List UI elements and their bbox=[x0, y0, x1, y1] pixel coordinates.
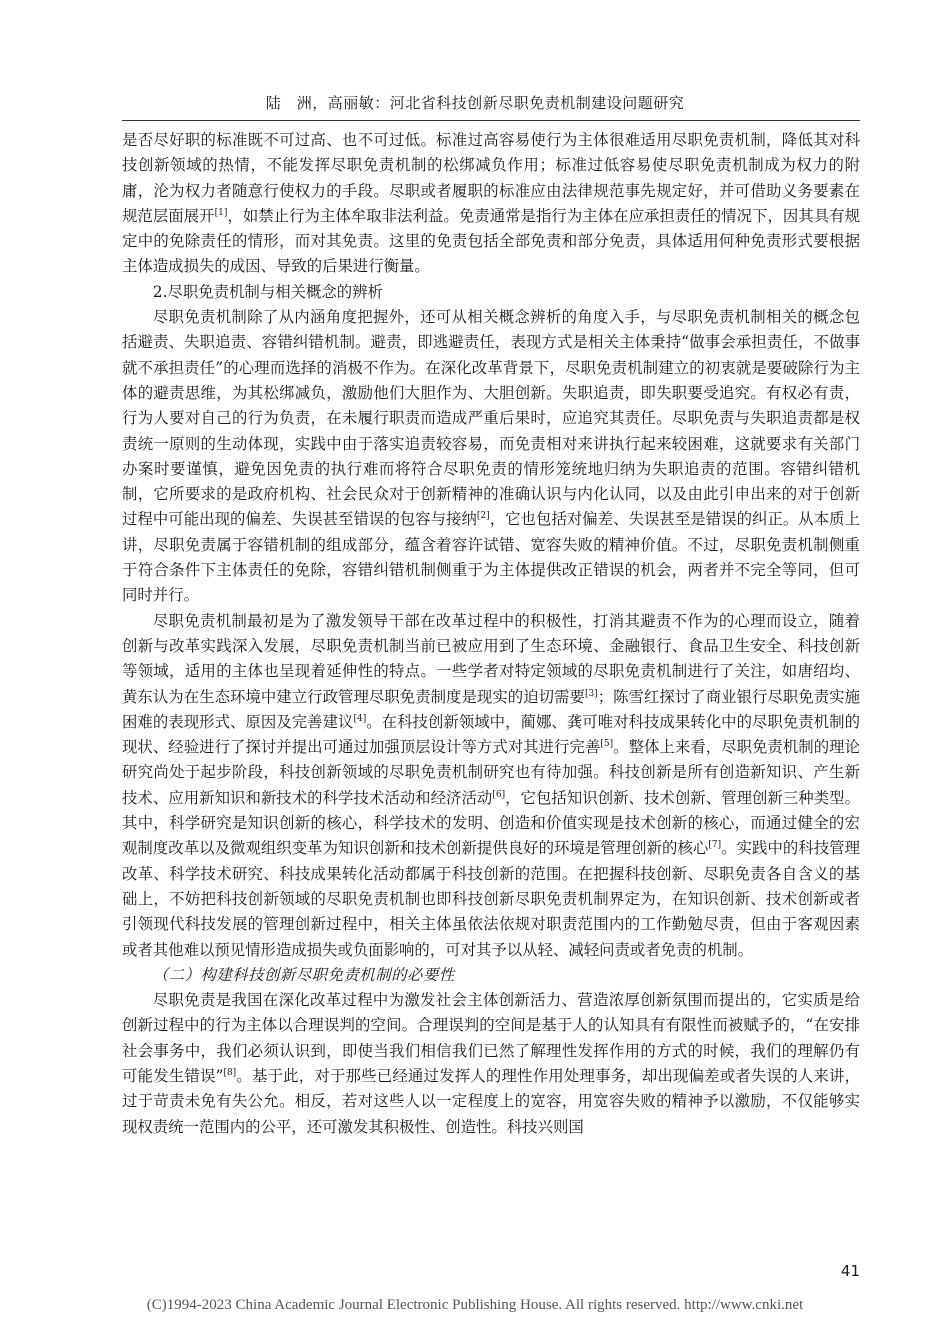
citation-ref: [1] bbox=[214, 207, 228, 218]
paragraph-1: 是否尽好职的标准既不可过高、也不可过低。标准过高容易使行为主体很难适用尽职免责机制，降低其对科技创新领域的热情，不能发挥尽职免责机制的松绑减负作用；标准过低容易使尽职免责机制成为权力的附庸，沦为权力者随意行使权力的手段。尽职或者履职的标准应由法律规范事先规定好，并可借助义务要素在规范层面展开[1]，如禁止行为主体牟取非法利益。免责通常是指行为主体在应承担责任的情况下，因其具有规定中的免除责任的情形，而对其免责。这里的免责包括全部免责和部分免责，具体适用何种免责形式要根据主体造成损失的成因、导致的后果进行衡量。 bbox=[122, 131, 860, 276]
citation-ref: [5] bbox=[600, 739, 614, 749]
header-divider bbox=[122, 120, 860, 121]
article-body bbox=[122, 128, 860, 1140]
copyright-watermark: (C)1994-2023 China Academic Journal Electronic Publishing House. All rights reserved. http://www.cnki.net bbox=[146, 1297, 804, 1313]
section-heading-2: 2.尽职免责机制与相关概念的辨析 bbox=[152, 282, 383, 301]
paragraph-2: 尽职免责机制除了从内涵角度把握外，还可从相关概念辨析的角度入手，与尽职免责机制相关的概念包括避责、失职追责、容错纠错机制。避责，即逃避责任，表现方式是相关主体秉持“做事会承担责任，不做事就不承担责任”的心理而选择的消极不作为。在深化改革背景下，尽职免责机制建立的初衷就是要破除行为主体的避责思维，为其松绑减负，激励他们大胆作为、大胆创新。失职追责，即失职要受追究。有权必有责，行为人要对自己的行为负责，在未履行职责而造成严重后果时，应追究其责任。尽职免责与失职追责都是权责统一原则的生动体现，实践中由于落实追责较容易，而免责相对来讲执行起来较困难，这就要求有关部门办案时要谨慎，避免因免责的执行难而将符合尽职免责的情形笼统地归纳为失职追责的范围。容错纠错机制，它所要求的是政府机构、社会民众对于创新精神的准确认识与内化认同，以及由此引申出来的对于创新过程中可能出现的偏差、失误甚至错误的包容与接纳[2]，它也包括对偏差、失误甚至是错误的纠正。从本质上讲，尽职免责属于容错机制的组成部分，蕴含着容许试错、宽容失败的精神价值。不过，尽职免责机制侧重于符合条件下主体责任的免除，容错纠错机制侧重于为主体提供改正错误的机会，两者并不完全等同，但可同时并行。 bbox=[122, 308, 860, 605]
paragraph-3: 尽职免责机制最初是为了激发领导干部在改革过程中的积极性，打消其避责不作为的心理而设立，随着创新与改革实践深入发展，尽职免责机制当前已被应用到了生态环境、金融银行、食品卫生安全、科技创新等领域，适用的主体也呈现着延伸性的特点。一些学者对特定领域的尽职免责机制进行了关注，如唐绍均、黄东认为在生态环境中建立行政管理尽职免责制度是现实的迫切需要[3]；陈雪红探讨了商业银行尽职免责实施困难的表现形式、原因及完善建议[4]。在科技创新领域中，蔺娜、龚可唯对科技成果转化中的尽职免责机制的现状、经验进行了探讨并提出可通过加强顶层设计等方式对其进行完善[5]。整体上来看，尽职免责机制的理论研究尚处于起步阶段，科技创新领域的尽职免责机制研究也有待加强。科技创新是所有创造新知识、产生新技术、应用新知识和新技术的科学技术活动和经济活动[6]，它包括知识创新、技术创新、管理创新三种类型。其中，科学研究是知识创新的核心，科学技术的发明、创造和价值实现是技术创新的核心，而通过健全的宏观制度改革以及微观组织变革为知识创新和技术创新提供良好的环境是管理创新的核心[7]。实践中的科技管理改革、科学技术研究、科技成果转化活动都属于科技创新的范围。在把握科技创新、尽职免责各自含义的基础上，不妨把科技创新领域的尽职免责机制也即科技创新尽职免责机制界定为，在知识创新、技术创新或者引领现代科技发展的管理创新过程中，相关主体虽依法依规对职责范围内的工作勤勉尽责，但由于客观因素或者其他难以预见情形造成损失或负面影响的，可对其予以从轻、减轻问责或者免责的机制。 bbox=[122, 611, 860, 959]
citation-ref: [7] bbox=[708, 840, 722, 851]
citation-ref: [2] bbox=[476, 511, 490, 522]
page-number: 41 bbox=[840, 1262, 860, 1280]
citation-ref: [3] bbox=[584, 688, 598, 699]
citation-ref: [4] bbox=[353, 713, 367, 724]
paragraph-4: 尽职免责是我国在深化改革过程中为激发社会主体创新活力、营造浓厚创新氛围而提出的，它实质是给创新过程中的行为主体以合理误判的空间。合理误判的空间是基于人的认知具有有限性而被赋予的，“在安排社会事务中，我们必须认识到，即使当我们相信我们已然了解理性发挥作用的方式的时候，我们的理解仍有可能发生错误”[8]。基于此，对于那些已经通过发挥人的理性作用处理事务，却出现偏差或者失误的人来讲，过于苛责未免有失公允。相反，若对这些人以一定程度上的宽容，用宽容失败的精神予以激励，不仅能够实现权责统一范围内的公平，还可激发其积极性、创造性。科技兴则国 bbox=[122, 991, 860, 1136]
running-header: 陆 洲，高丽敏：河北省科技创新尽职免责机制建设问题研究 bbox=[265, 94, 685, 112]
citation-ref: [6] bbox=[492, 789, 506, 800]
section-heading-necessity: （二）构建科技创新尽职免责机制的必要性 bbox=[152, 965, 455, 984]
citation-ref: [8] bbox=[223, 1067, 237, 1078]
